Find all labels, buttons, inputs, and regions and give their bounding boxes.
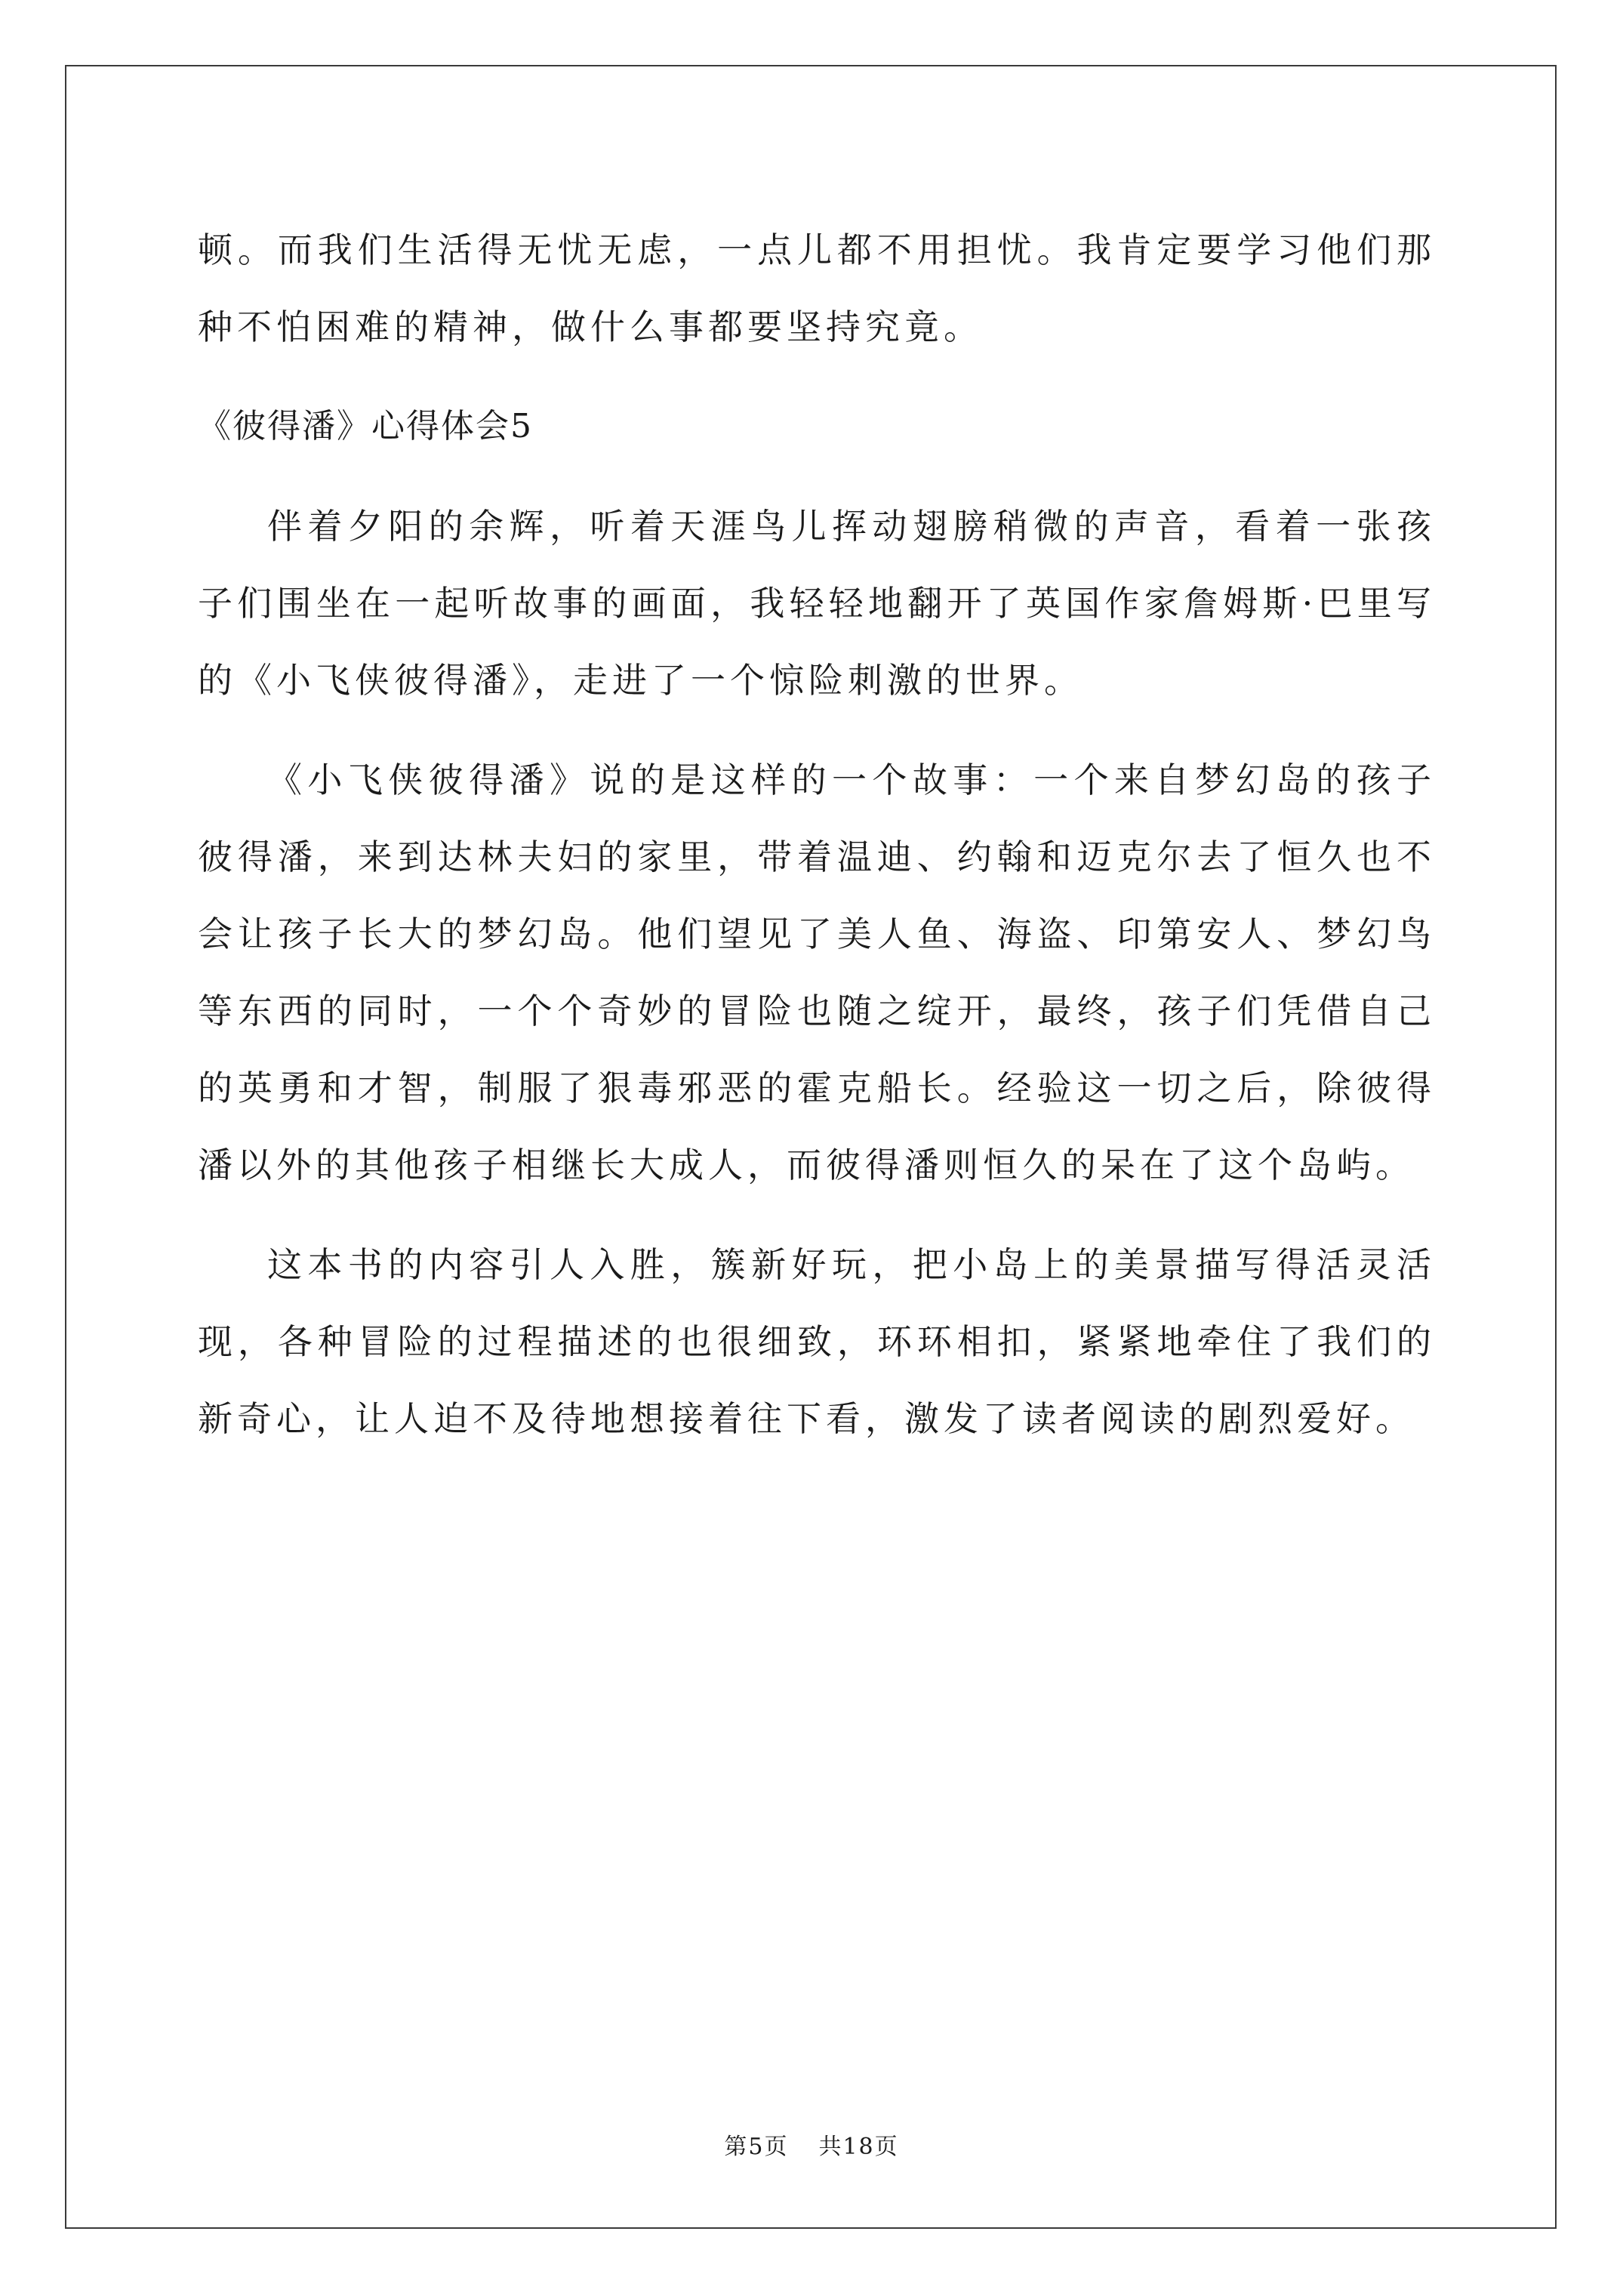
page-footer — [0, 2128, 1623, 2161]
page-number: 第5页 — [724, 2134, 789, 2160]
continuation-paragraph: 顿。而我们生活得无忧无虑，一点儿都不用担忧。我肯定要学习他们那种不怕困难的精神，做什么事都要坚持究竟。 — [198, 230, 1436, 347]
body-paragraph-1: 伴着夕阳的余辉，听着天涯鸟儿挥动翅膀稍微的声音，看着一张孩子们围坐在一起听故事的画面，我轻轻地翻开了英国作家詹姆斯·巴里写的《小飞侠彼得潘》，走进了一个惊险刺激的世界。 — [198, 506, 1436, 701]
document-body — [198, 211, 1436, 1457]
body-paragraph-2: 《小飞侠彼得潘》说的是这样的一个故事：一个来自梦幻岛的孩子彼得潘，来到达林夫妇的家里，带着温迪、约翰和迈克尔去了恒久也不会让孩子长大的梦幻岛。他们望见了美人鱼、海盗、印第安人、梦幻鸟等东西的同时，一个个奇妙的冒险也随之绽开，最终，孩子们凭借自己的英勇和才智，制服了狠毒邪恶的霍克船长。经验这一切之后，除彼得潘以外的其他孩子相继长大成人，而彼得潘则恒久的呆在了这个岛屿。 — [198, 760, 1436, 1185]
section-title: 《彼得潘》心得体会5 — [198, 407, 533, 445]
body-paragraph-3: 这本书的内容引人入胜，簇新好玩，把小岛上的美景描写得活灵活现，各种冒险的过程描述的也很细致，环环相扣，紧紧地牵住了我们的新奇心，让人迫不及待地想接着往下看，激发了读者阅读的剧烈爱好。 — [198, 1244, 1436, 1439]
page-total: 共18页 — [818, 2134, 899, 2160]
